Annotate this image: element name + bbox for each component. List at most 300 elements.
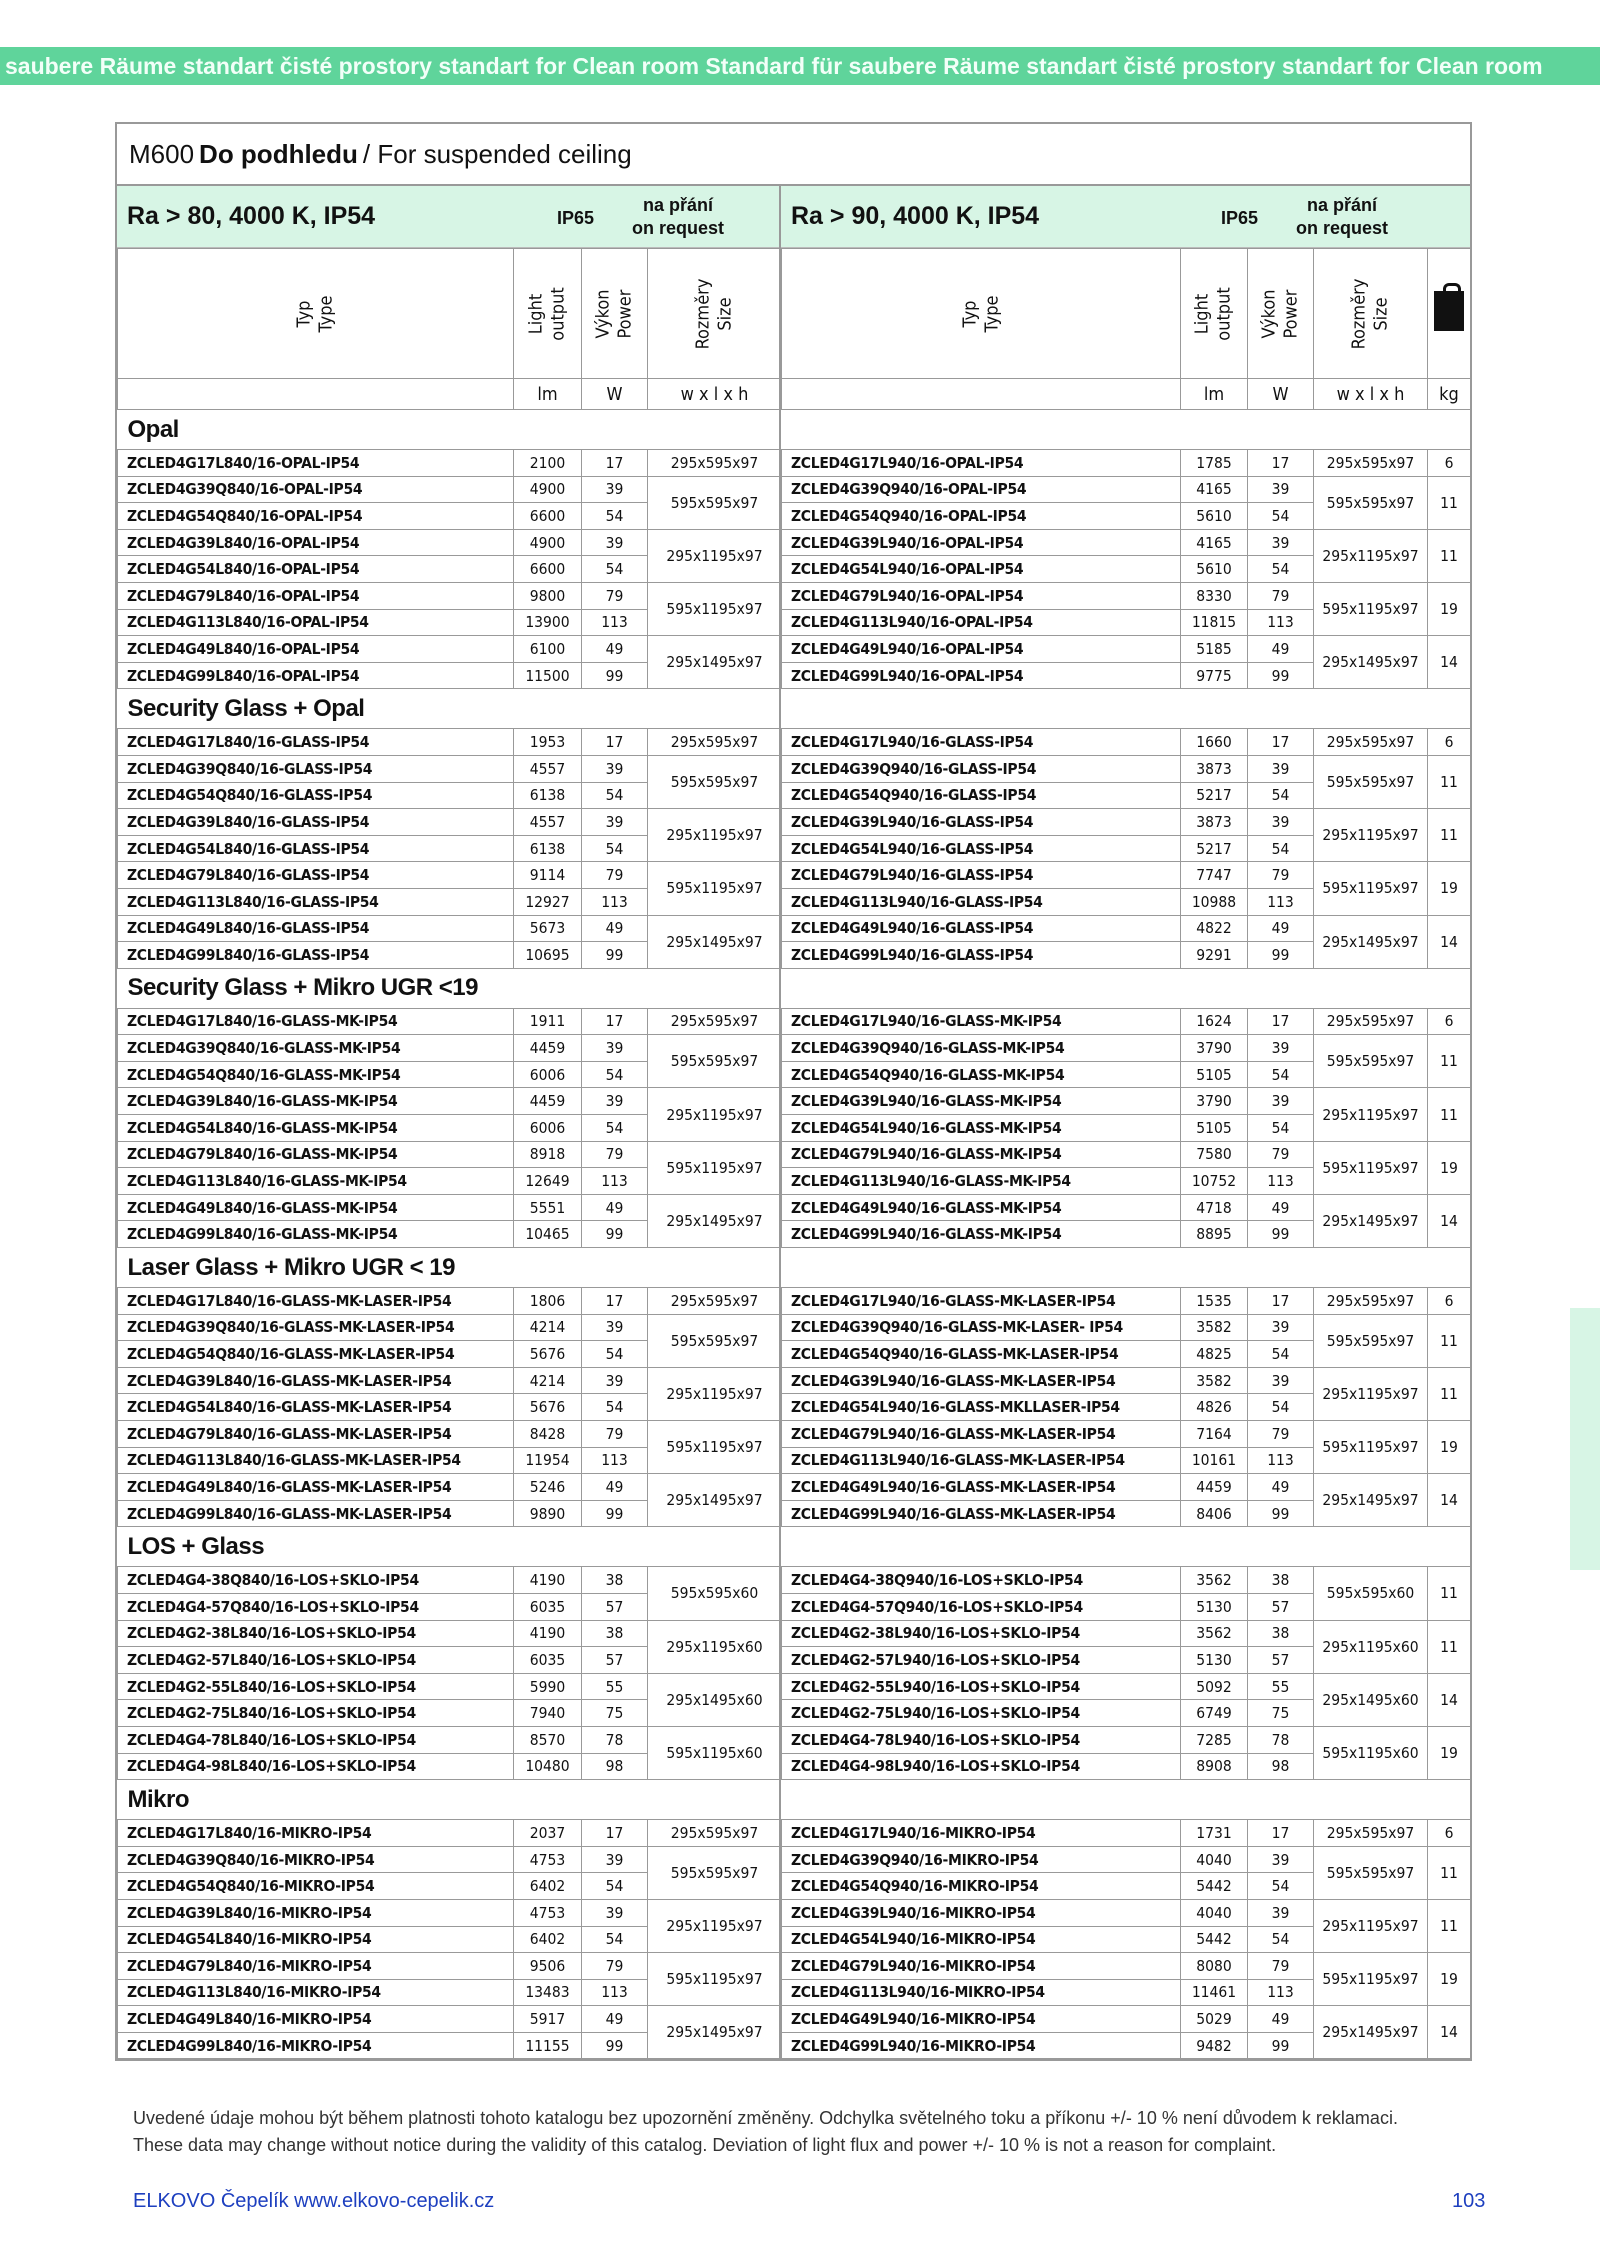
lumen-cell: 7940 <box>514 1700 582 1727</box>
section-title: LOS + Glass <box>118 1527 782 1567</box>
req-en: on request <box>1296 218 1389 238</box>
lumen-cell: 5610 <box>1181 503 1248 530</box>
table-row <box>118 862 782 889</box>
lumen-cell: 5029 <box>1181 2006 1248 2033</box>
size-cell: 595x595x97 <box>1314 476 1428 529</box>
size-cell: 295x1195x97 <box>648 809 782 862</box>
size-cell: 595x1195x97 <box>1314 1421 1428 1474</box>
watt-cell: 39 <box>582 1088 648 1115</box>
size-cell: 595x595x60 <box>1314 1567 1428 1620</box>
section-title: Opal <box>118 410 782 450</box>
lumen-cell: 4214 <box>514 1367 582 1394</box>
watt-cell: 54 <box>1248 782 1314 809</box>
type-cell: ZCLED4G113L840/16-OPAL-IP54 <box>118 609 514 636</box>
watt-cell: 17 <box>582 1288 648 1315</box>
size-cell: 295x1195x60 <box>648 1620 782 1673</box>
lumen-cell: 5217 <box>1181 835 1248 862</box>
unit-kg: kg <box>1428 379 1471 410</box>
type-cell: ZCLED4G17L840/16-GLASS-MK-IP54 <box>118 1008 514 1035</box>
size-cell: 295x595x97 <box>648 1820 782 1847</box>
type-cell: ZCLED4G39Q940/16-GLASS-MK-LASER- IP54 <box>782 1314 1181 1341</box>
type-cell: ZCLED4G49L840/16-OPAL-IP54 <box>118 636 514 663</box>
size-cell: 295x1495x97 <box>1314 1194 1428 1247</box>
watt-cell: 113 <box>1248 1979 1314 2006</box>
power-label: Power <box>614 289 636 338</box>
type-cell: ZCLED4G39L940/16-GLASS-MK-LASER-IP54 <box>782 1367 1181 1394</box>
watt-cell: 79 <box>1248 582 1314 609</box>
watt-cell: 39 <box>1248 1314 1314 1341</box>
watt-cell: 99 <box>1248 662 1314 689</box>
watt-cell: 54 <box>1248 1061 1314 1088</box>
watt-cell: 39 <box>582 529 648 556</box>
weight-cell: 11 <box>1428 1899 1471 1952</box>
table-row <box>782 1141 1471 1168</box>
lumen-cell: 11461 <box>1181 1979 1248 2006</box>
watt-cell: 49 <box>1248 2006 1314 2033</box>
weight-cell: 6 <box>1428 729 1471 756</box>
type-cell: ZCLED4G99L840/16-MIKRO-IP54 <box>118 2032 514 2059</box>
size-cell: 595x1195x97 <box>648 1421 782 1474</box>
type-cell: ZCLED4G79L840/16-MIKRO-IP54 <box>118 1953 514 1980</box>
table-row <box>118 450 782 477</box>
lumen-cell: 9775 <box>1181 662 1248 689</box>
lumen-cell: 4165 <box>1181 476 1248 503</box>
brand-footer[interactable]: ELKOVO Čepelík www.elkovo-cepelik.cz <box>133 2190 495 2212</box>
watt-cell: 49 <box>582 915 648 942</box>
section-row <box>118 968 782 1008</box>
section-title: Security Glass + Opal <box>118 689 782 729</box>
right-header <box>781 186 1470 248</box>
size-cell: 295x1195x97 <box>648 1367 782 1420</box>
section-row <box>118 1527 782 1567</box>
lumen-cell: 5551 <box>514 1194 582 1221</box>
type-cell: ZCLED4G113L840/16-MIKRO-IP54 <box>118 1979 514 2006</box>
section-title: Laser Glass + Mikro UGR < 19 <box>118 1248 782 1288</box>
type-cell: ZCLED4G54Q940/16-MIKRO-IP54 <box>782 1873 1181 1900</box>
table-row <box>782 1726 1471 1753</box>
size-cell: 295x1495x97 <box>1314 915 1428 968</box>
type-cell: ZCLED4G39L840/16-OPAL-IP54 <box>118 529 514 556</box>
weight-cell: 19 <box>1428 862 1471 915</box>
lumen-cell: 5217 <box>1181 782 1248 809</box>
watt-cell: 75 <box>582 1700 648 1727</box>
watt-cell: 39 <box>582 1314 648 1341</box>
table-row <box>118 1314 782 1341</box>
type-cell: ZCLED4G113L940/16-GLASS-MK-IP54 <box>782 1168 1181 1195</box>
watt-cell: 38 <box>1248 1620 1314 1647</box>
watt-cell: 49 <box>1248 1194 1314 1221</box>
watt-cell: 39 <box>1248 1899 1314 1926</box>
lumen-cell: 11500 <box>514 662 582 689</box>
type-cell: ZCLED4G54L940/16-MIKRO-IP54 <box>782 1926 1181 1953</box>
col-type-header <box>118 249 514 379</box>
lumen-cell: 11954 <box>514 1447 582 1474</box>
table-row <box>782 636 1471 663</box>
right-on-request <box>1296 194 1388 240</box>
weight-cell: 11 <box>1428 1314 1471 1367</box>
table-row <box>782 1421 1471 1448</box>
watt-cell: 79 <box>1248 1421 1314 1448</box>
left-on-request <box>632 194 724 240</box>
type-cell: ZCLED4G4-38Q940/16-LOS+SKLO-IP54 <box>782 1567 1181 1594</box>
weight-cell: 6 <box>1428 1820 1471 1847</box>
section-row <box>782 1780 1471 1820</box>
lumen-cell: 3873 <box>1181 755 1248 782</box>
unit-wlh: w x l x h <box>648 379 782 410</box>
size-cell: 295x1495x97 <box>648 915 782 968</box>
lumen-cell: 5917 <box>514 2006 582 2033</box>
lumen-cell: 1624 <box>1181 1008 1248 1035</box>
lumen-cell: 6402 <box>514 1926 582 1953</box>
type-cell: ZCLED4G113L940/16-GLASS-MK-LASER-IP54 <box>782 1447 1181 1474</box>
section-spacer <box>782 689 1471 729</box>
size-cell: 595x1195x97 <box>648 1953 782 2006</box>
watt-cell: 113 <box>582 1447 648 1474</box>
lumen-cell: 8428 <box>514 1421 582 1448</box>
watt-cell: 78 <box>582 1726 648 1753</box>
lumen-cell: 5676 <box>514 1394 582 1421</box>
section-row <box>782 410 1471 450</box>
watt-cell: 17 <box>582 729 648 756</box>
table-row <box>118 809 782 836</box>
type-cell: ZCLED4G39Q840/16-MIKRO-IP54 <box>118 1846 514 1873</box>
table-row <box>118 1421 782 1448</box>
table-row <box>118 1846 782 1873</box>
type-cell: ZCLED4G54Q840/16-GLASS-MK-LASER-IP54 <box>118 1341 514 1368</box>
watt-cell: 38 <box>582 1567 648 1594</box>
watt-cell: 79 <box>582 1953 648 1980</box>
footer-note <box>133 2105 1398 2159</box>
watt-cell: 17 <box>582 1820 648 1847</box>
type-cell: ZCLED4G54Q840/16-OPAL-IP54 <box>118 503 514 530</box>
watt-cell: 79 <box>1248 1953 1314 1980</box>
type-cell: ZCLED4G79L840/16-GLASS-IP54 <box>118 862 514 889</box>
lumen-cell: 8570 <box>514 1726 582 1753</box>
weight-cell: 11 <box>1428 1367 1471 1420</box>
type-cell: ZCLED4G4-98L840/16-LOS+SKLO-IP54 <box>118 1753 514 1780</box>
unit-w: W <box>1248 379 1314 410</box>
lumen-cell: 10988 <box>1181 888 1248 915</box>
type-cell: ZCLED4G39L940/16-GLASS-IP54 <box>782 809 1181 836</box>
lumen-cell: 5442 <box>1181 1926 1248 1953</box>
type-cell: ZCLED4G2-55L840/16-LOS+SKLO-IP54 <box>118 1673 514 1700</box>
type-cell: ZCLED4G49L840/16-GLASS-MK-LASER-IP54 <box>118 1474 514 1501</box>
weight-cell: 11 <box>1428 755 1471 808</box>
type-cell: ZCLED4G99L940/16-OPAL-IP54 <box>782 662 1181 689</box>
watt-cell: 49 <box>582 636 648 663</box>
section-row <box>118 410 782 450</box>
weight-cell: 19 <box>1428 1953 1471 2006</box>
weight-cell: 14 <box>1428 915 1471 968</box>
table-row <box>782 1620 1471 1647</box>
type-cell: ZCLED4G54Q940/16-GLASS-MK-LASER-IP54 <box>782 1341 1181 1368</box>
size-cell: 295x1495x97 <box>1314 636 1428 689</box>
type-cell: ZCLED4G99L840/16-OPAL-IP54 <box>118 662 514 689</box>
type-cell: ZCLED4G39L940/16-OPAL-IP54 <box>782 529 1181 556</box>
size-cell: 295x1495x97 <box>1314 2006 1428 2059</box>
table-row <box>118 1726 782 1753</box>
lumen-cell: 6035 <box>514 1593 582 1620</box>
title-name: Do podhledu <box>199 138 358 169</box>
watt-cell: 57 <box>1248 1647 1314 1674</box>
lumen-cell: 5092 <box>1181 1673 1248 1700</box>
lumen-cell: 6100 <box>514 636 582 663</box>
type-cell: ZCLED4G54L940/16-GLASS-MK-IP54 <box>782 1115 1181 1142</box>
type-cell: ZCLED4G79L840/16-GLASS-MK-LASER-IP54 <box>118 1421 514 1448</box>
type-cell: ZCLED4G39Q840/16-GLASS-MK-LASER-IP54 <box>118 1314 514 1341</box>
output-label: output <box>547 286 569 341</box>
lumen-cell: 12927 <box>514 888 582 915</box>
typ-label: Typ <box>958 300 980 327</box>
watt-cell: 49 <box>582 1474 648 1501</box>
lumen-cell: 5130 <box>1181 1647 1248 1674</box>
type-cell: ZCLED4G99L840/16-GLASS-MK-IP54 <box>118 1221 514 1248</box>
lumen-cell: 5610 <box>1181 556 1248 583</box>
size-cell: 595x1195x97 <box>1314 862 1428 915</box>
section-title: Security Glass + Mikro UGR <19 <box>118 968 782 1008</box>
table-row <box>118 1673 782 1700</box>
table-row <box>782 1288 1471 1315</box>
weight-cell: 11 <box>1428 1088 1471 1141</box>
size-cell: 295x1195x97 <box>1314 1088 1428 1141</box>
product-table <box>115 122 1472 2061</box>
type-cell: ZCLED4G4-78L840/16-LOS+SKLO-IP54 <box>118 1726 514 1753</box>
lumen-cell: 4190 <box>514 1567 582 1594</box>
lumen-cell: 5105 <box>1181 1061 1248 1088</box>
table-row <box>782 529 1471 556</box>
size-cell: 295x1495x97 <box>648 636 782 689</box>
watt-cell: 55 <box>1248 1673 1314 1700</box>
table-row <box>782 862 1471 889</box>
size-cell: 595x1195x97 <box>1314 582 1428 635</box>
lumen-cell: 4900 <box>514 529 582 556</box>
table-row <box>782 1314 1471 1341</box>
rozmery-label: Rozměry <box>1348 278 1370 349</box>
lumen-cell: 7747 <box>1181 862 1248 889</box>
type-cell: ZCLED4G54L940/16-OPAL-IP54 <box>782 556 1181 583</box>
size-cell: 595x595x97 <box>648 1314 782 1367</box>
table-row <box>118 1820 782 1847</box>
size-cell: 595x1195x97 <box>648 582 782 635</box>
type-cell: ZCLED4G49L940/16-GLASS-MK-IP54 <box>782 1194 1181 1221</box>
table-row <box>118 1088 782 1115</box>
watt-cell: 49 <box>582 2006 648 2033</box>
size-cell: 595x595x97 <box>648 755 782 808</box>
lumen-cell: 8406 <box>1181 1500 1248 1527</box>
col-light-header <box>1181 249 1248 379</box>
section-spacer <box>782 968 1471 1008</box>
lumen-cell: 5990 <box>514 1673 582 1700</box>
type-cell: ZCLED4G4-57Q940/16-LOS+SKLO-IP54 <box>782 1593 1181 1620</box>
type-cell: ZCLED4G99L940/16-MIKRO-IP54 <box>782 2032 1181 2059</box>
weight-cell: 19 <box>1428 1421 1471 1474</box>
type-cell: ZCLED4G54Q840/16-MIKRO-IP54 <box>118 1873 514 1900</box>
table-row <box>118 1620 782 1647</box>
lumen-cell: 6402 <box>514 1873 582 1900</box>
type-cell: ZCLED4G2-57L940/16-LOS+SKLO-IP54 <box>782 1647 1181 1674</box>
watt-cell: 17 <box>1248 729 1314 756</box>
type-cell: ZCLED4G17L940/16-GLASS-IP54 <box>782 729 1181 756</box>
type-cell: ZCLED4G54L840/16-GLASS-MK-IP54 <box>118 1115 514 1142</box>
weight-cell: 19 <box>1428 1726 1471 1779</box>
watt-cell: 17 <box>582 450 648 477</box>
type-cell: ZCLED4G17L840/16-MIKRO-IP54 <box>118 1820 514 1847</box>
watt-cell: 99 <box>582 662 648 689</box>
watt-cell: 17 <box>582 1008 648 1035</box>
watt-cell: 54 <box>582 1394 648 1421</box>
size-cell: 295x1195x97 <box>1314 1899 1428 1952</box>
table-row <box>118 1141 782 1168</box>
watt-cell: 113 <box>582 888 648 915</box>
footer-en: These data may change without notice during the validity of this catalog. Deviation of light flux and power +/- 10 % is not a reason for complaint. <box>133 2135 1277 2155</box>
lumen-cell: 4459 <box>514 1088 582 1115</box>
table-row <box>782 476 1471 503</box>
power-label: Power <box>1280 289 1302 338</box>
size-cell: 595x1195x97 <box>1314 1141 1428 1194</box>
watt-cell: 54 <box>1248 1873 1314 1900</box>
type-label: Type <box>315 295 337 332</box>
watt-cell: 39 <box>1248 529 1314 556</box>
watt-cell: 113 <box>1248 609 1314 636</box>
type-cell: ZCLED4G39Q840/16-GLASS-IP54 <box>118 755 514 782</box>
section-row <box>782 689 1471 729</box>
table-row <box>118 1953 782 1980</box>
section-row <box>118 1248 782 1288</box>
watt-cell: 39 <box>1248 476 1314 503</box>
size-cell: 295x595x97 <box>1314 729 1428 756</box>
watt-cell: 79 <box>582 862 648 889</box>
table-row <box>782 915 1471 942</box>
table-row <box>118 529 782 556</box>
watt-cell: 39 <box>1248 1088 1314 1115</box>
size-cell: 295x595x97 <box>1314 1008 1428 1035</box>
page-number: 103 <box>1452 2190 1486 2212</box>
watt-cell: 98 <box>1248 1753 1314 1780</box>
type-cell: ZCLED4G99L840/16-GLASS-MK-LASER-IP54 <box>118 1500 514 1527</box>
type-cell: ZCLED4G39L840/16-GLASS-MK-IP54 <box>118 1088 514 1115</box>
watt-cell: 54 <box>582 1341 648 1368</box>
lumen-cell: 7580 <box>1181 1141 1248 1168</box>
lumen-cell: 9800 <box>514 582 582 609</box>
size-cell: 595x595x97 <box>1314 755 1428 808</box>
size-cell: 295x1195x60 <box>1314 1620 1428 1673</box>
lumen-cell: 4822 <box>1181 915 1248 942</box>
watt-cell: 99 <box>1248 1500 1314 1527</box>
title-code: M600 <box>129 138 195 169</box>
type-cell: ZCLED4G54L840/16-OPAL-IP54 <box>118 556 514 583</box>
table-row <box>782 809 1471 836</box>
table-row <box>782 2006 1471 2033</box>
size-cell: 295x1495x97 <box>648 1474 782 1527</box>
table-row <box>782 1846 1471 1873</box>
lumen-cell: 4825 <box>1181 1341 1248 1368</box>
watt-cell: 49 <box>582 1194 648 1221</box>
type-cell: ZCLED4G2-55L940/16-LOS+SKLO-IP54 <box>782 1673 1181 1700</box>
type-cell: ZCLED4G39Q840/16-OPAL-IP54 <box>118 476 514 503</box>
table-row <box>782 1367 1471 1394</box>
col-type-header <box>782 249 1181 379</box>
lumen-cell: 8080 <box>1181 1953 1248 1980</box>
size-cell: 295x595x97 <box>1314 450 1428 477</box>
table-row <box>118 1899 782 1926</box>
weight-cell: 11 <box>1428 476 1471 529</box>
table-row <box>118 755 782 782</box>
type-cell: ZCLED4G113L840/16-GLASS-MK-IP54 <box>118 1168 514 1195</box>
lumen-cell: 1806 <box>514 1288 582 1315</box>
size-cell: 295x595x97 <box>648 450 782 477</box>
table-row <box>782 1194 1471 1221</box>
weight-cell: 14 <box>1428 1194 1471 1247</box>
size-cell: 295x1195x97 <box>648 1088 782 1141</box>
right-ip65: IP65 <box>1221 208 1259 228</box>
size-cell: 295x595x97 <box>648 1008 782 1035</box>
size-cell: 595x595x97 <box>1314 1314 1428 1367</box>
lumen-cell: 6035 <box>514 1647 582 1674</box>
watt-cell: 54 <box>1248 1115 1314 1142</box>
type-cell: ZCLED4G49L940/16-GLASS-MK-LASER-IP54 <box>782 1474 1181 1501</box>
type-cell: ZCLED4G4-57Q840/16-LOS+SKLO-IP54 <box>118 1593 514 1620</box>
table-row <box>118 1288 782 1315</box>
type-cell: ZCLED4G54L940/16-GLASS-MKLLASER-IP54 <box>782 1394 1181 1421</box>
type-cell: ZCLED4G113L940/16-GLASS-IP54 <box>782 888 1181 915</box>
size-cell: 595x1195x97 <box>648 1141 782 1194</box>
table-row <box>782 450 1471 477</box>
watt-cell: 38 <box>1248 1567 1314 1594</box>
type-cell: ZCLED4G39L840/16-MIKRO-IP54 <box>118 1899 514 1926</box>
type-cell: ZCLED4G79L940/16-GLASS-MK-IP54 <box>782 1141 1181 1168</box>
size-cell: 295x1495x60 <box>1314 1673 1428 1726</box>
type-cell: ZCLED4G17L840/16-GLASS-MK-LASER-IP54 <box>118 1288 514 1315</box>
size-cell: 595x1195x97 <box>1314 1953 1428 2006</box>
size-cell: 595x595x97 <box>1314 1846 1428 1899</box>
watt-cell: 54 <box>1248 1341 1314 1368</box>
table-row <box>782 582 1471 609</box>
table-row <box>782 1953 1471 1980</box>
table-row <box>118 915 782 942</box>
side-tab-marker <box>1570 1308 1600 1570</box>
lumen-cell: 4900 <box>514 476 582 503</box>
lumen-cell: 8330 <box>1181 582 1248 609</box>
lumen-cell: 2037 <box>514 1820 582 1847</box>
col-size-header <box>1314 249 1428 379</box>
right-ra-label: Ra > 90, 4000 K, IP54 <box>791 202 1040 230</box>
unit-wlh: w x l x h <box>1314 379 1428 410</box>
type-cell: ZCLED4G113L840/16-GLASS-IP54 <box>118 888 514 915</box>
watt-cell: 17 <box>1248 450 1314 477</box>
watt-cell: 54 <box>582 1873 648 1900</box>
type-cell: ZCLED4G39Q940/16-GLASS-IP54 <box>782 755 1181 782</box>
watt-cell: 54 <box>582 1926 648 1953</box>
type-cell: ZCLED4G17L940/16-OPAL-IP54 <box>782 450 1181 477</box>
type-cell: ZCLED4G54L840/16-MIKRO-IP54 <box>118 1926 514 1953</box>
size-cell: 595x1195x60 <box>648 1726 782 1779</box>
col-power-header <box>1248 249 1314 379</box>
lumen-cell: 3790 <box>1181 1088 1248 1115</box>
size-label: Size <box>1370 296 1392 331</box>
lumen-cell: 4214 <box>514 1314 582 1341</box>
table-row <box>782 1567 1471 1594</box>
size-cell: 595x595x97 <box>648 1035 782 1088</box>
table-row <box>118 636 782 663</box>
watt-cell: 99 <box>1248 2032 1314 2059</box>
left-ra-label: Ra > 80, 4000 K, IP54 <box>127 202 376 230</box>
lumen-cell: 6006 <box>514 1061 582 1088</box>
lumen-cell: 6006 <box>514 1115 582 1142</box>
watt-cell: 54 <box>1248 835 1314 862</box>
weight-cell: 11 <box>1428 529 1471 582</box>
lumen-cell: 5442 <box>1181 1873 1248 1900</box>
type-cell: ZCLED4G39Q940/16-OPAL-IP54 <box>782 476 1181 503</box>
